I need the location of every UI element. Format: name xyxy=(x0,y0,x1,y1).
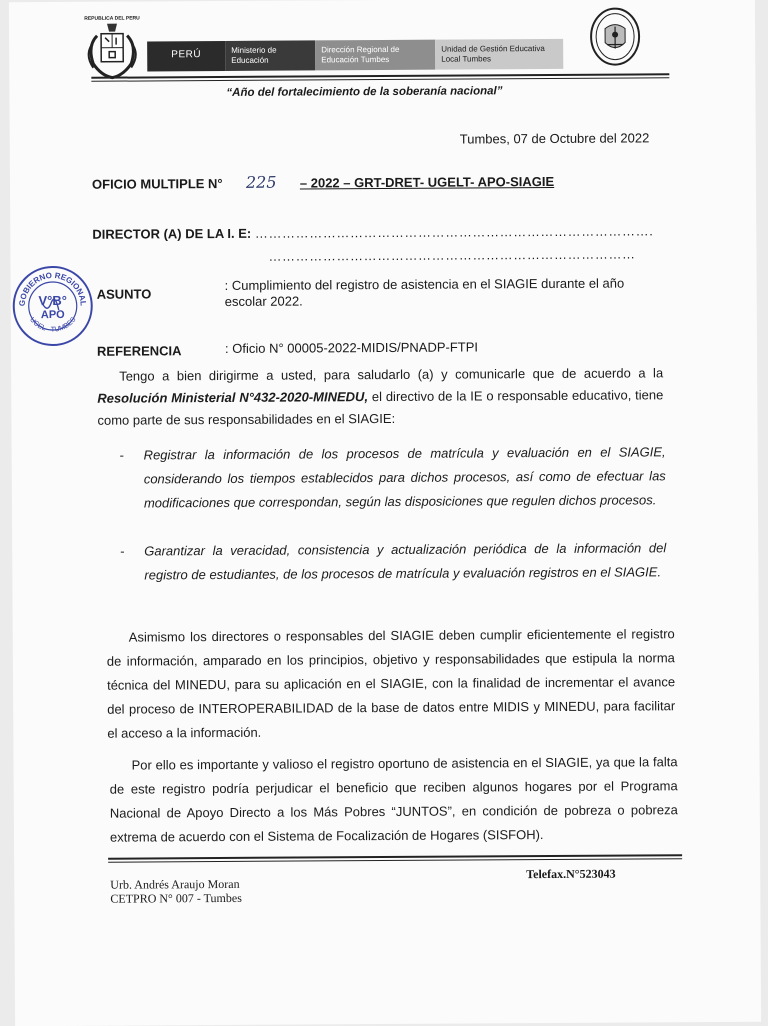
referencia-label: REFERENCIA xyxy=(97,343,182,359)
banner-ugel: Unidad de Gestión Educativa Local Tumbes xyxy=(435,39,563,70)
body-paragraph-1 xyxy=(97,362,663,431)
footer-address-line-1: Urb. Andrés Araujo Moran xyxy=(110,877,242,892)
approval-stamp-seal xyxy=(10,264,95,349)
school-emblem xyxy=(589,6,641,66)
document-page xyxy=(9,0,761,1026)
bullet-item-2 xyxy=(120,536,666,587)
p1-end: el directivo de la IE o responsable educativo, tiene como parte de sus responsabilidades en el SIAGIE: xyxy=(97,387,663,427)
document-date: Tumbes, 07 de Octubre del 2022 xyxy=(460,130,650,146)
p1-start: Tengo a bien dirigirme a usted, para saludarlo (a) y comunicarle que de acuerdo a la xyxy=(119,365,663,383)
institution-banner xyxy=(147,39,563,72)
oficio-number-handwritten: 225 xyxy=(226,173,296,192)
bullet-2-text: Garantizar la veracidad, consistencia y actualización periódica de la información del registro de estudiantes, de los procesos de matrícula y evaluación registros en el SIAGIE. xyxy=(144,540,666,582)
referencia-text: : Oficio N° 00005-2022-MIDIS/PNADP-FTPI xyxy=(225,339,478,356)
asunto-label: ASUNTO xyxy=(97,286,152,301)
stamp-text-bottom: UGEL - TUMBES xyxy=(28,316,78,334)
footer-telefax: Telefax.N°523043 xyxy=(526,867,615,883)
bullet-1-text: Registrar la información de los procesos de matrícula y evaluación en el SIAGIE, considerando los tiempos establecidos para dichos procesos, así como de efectuar las modificaciones que correspondan, según las disposiciones que regulen dichos procesos. xyxy=(144,444,666,510)
stamp-vobo: V°B° xyxy=(38,293,67,308)
bullet-dash: - xyxy=(120,444,124,468)
footer-address-line-2: CETPRO N° 007 - Tumbes xyxy=(110,891,242,906)
approval-stamp xyxy=(10,264,95,349)
recipient-blank-2: ……………………………………………………………………… xyxy=(268,246,635,263)
recipient-blank-1: ……………………………………………………………………………. xyxy=(255,223,654,240)
banner-direccion-regional: Dirección Regional de Educación Tumbes xyxy=(315,40,435,71)
coat-of-arms-icon xyxy=(83,15,141,81)
recipient-label: DIRECTOR (A) DE LA I. E: xyxy=(92,226,251,242)
stamp-text-top: GOBIERNO REGIONAL xyxy=(17,271,87,307)
body-paragraph-3: Por ello es importante y valioso el registro oportuno de asistencia en el SIAGIE, ya que la falta de este registro podría perjudicar el beneficio que reciben algunos hogares por el Programa Nacional de Apoyo Directo a los Más Pobres “JUNTOS”, en condición de pobreza o pobreza extrema de acuerdo con el Sistema de Focalización de Hogares (SISFOH). xyxy=(109,750,678,849)
oficio-code: – 2022 – GRT-DRET- UGELT- APO-SIAGIE xyxy=(300,174,554,191)
oficio-label: OFICIO MULTIPLE N° xyxy=(92,176,223,192)
coat-of-arms-caption: REPUBLICA DEL PERU xyxy=(83,15,141,21)
banner-peru: PERÚ xyxy=(147,41,225,71)
year-motto: “Año del fortalecimiento de la soberanía nacional” xyxy=(149,85,579,100)
asunto-text: : Cumplimiento del registro de asistencia en el SIAGIE durante el año escolar 2022. xyxy=(225,275,665,310)
stamp-apo: APO xyxy=(41,309,65,321)
school-emblem-icon xyxy=(589,6,641,66)
recipient-line xyxy=(92,223,653,241)
national-coat-of-arms xyxy=(83,15,141,81)
p1-resolution: Resolución Ministerial N°432-2020-MINEDU, xyxy=(97,389,368,406)
banner-ministerio: Ministerio de Educación xyxy=(225,40,315,71)
bullet-item-1 xyxy=(120,440,666,515)
body-paragraph-2: Asimismo los directores o responsables del SIAGIE deben cumplir eficientemente el registro de información, amparado en los principios, objetivo y responsabilidades que estipula la norma técnica del MINEDU, para su aplicación en el SIAGIE, con la finalidad de incrementar el avance del proceso de INTEROPERABILIDAD de la base de datos entre MIDIS y MINEDU, para facilitar el acceso a la información. xyxy=(107,622,676,745)
oficio-line xyxy=(92,171,554,193)
footer-address xyxy=(110,877,242,906)
bullet-dash: - xyxy=(120,540,124,564)
